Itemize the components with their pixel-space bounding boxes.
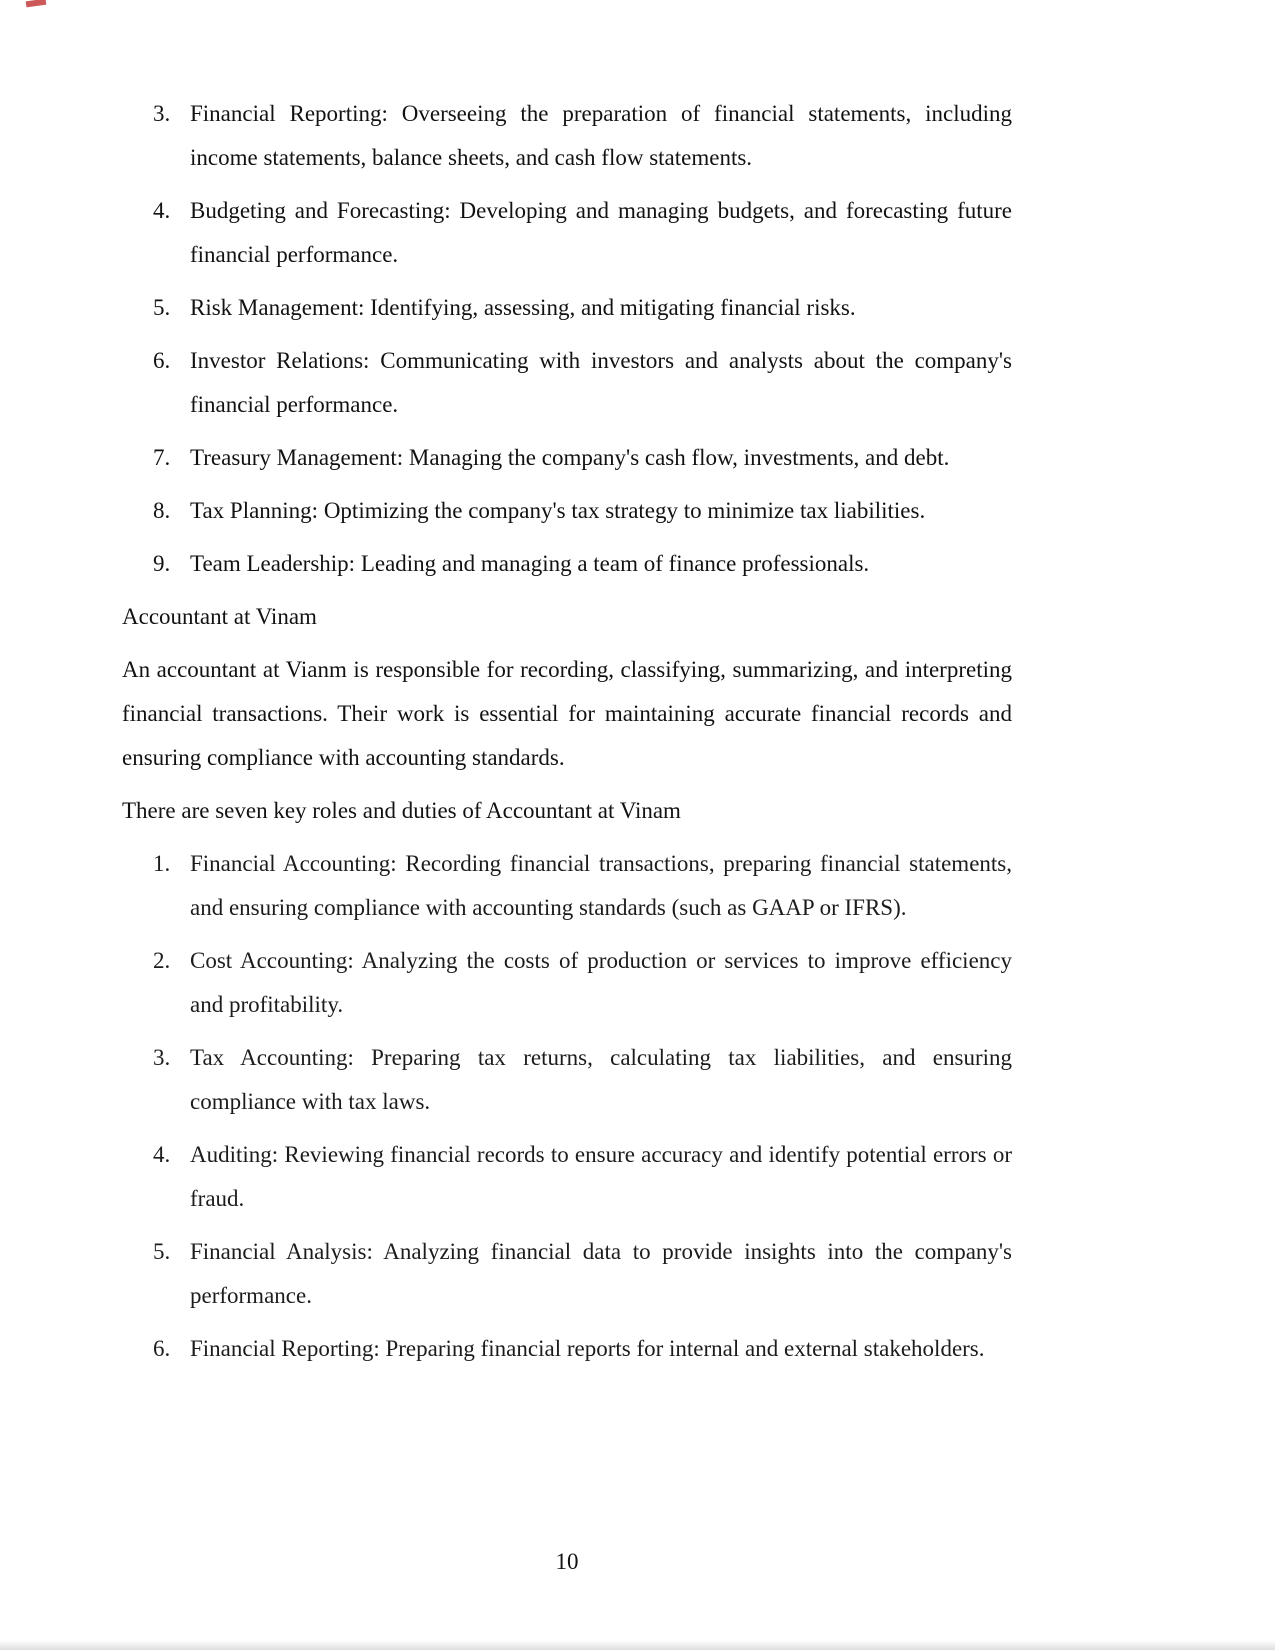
accountant-heading: Accountant at Vinam [122, 604, 317, 629]
list-item [122, 842, 1012, 930]
list-item [122, 1230, 1012, 1318]
accountant-roles-intro: There are seven key roles and duties of Accountant at Vinam [122, 798, 681, 823]
list-item-text: Treasury Management: Managing the company's cash flow, investments, and debt. [190, 445, 950, 470]
list-item-text: Auditing: Reviewing financial records to ensure accuracy and identify potential errors or fraud. [190, 1142, 1012, 1211]
list-item-number: 1. [153, 851, 171, 876]
list-item [122, 189, 1012, 277]
list-item-text: Financial Reporting: Overseeing the preparation of financial statements, including income statements, balance sheets, and cash flow statements. [190, 101, 1012, 170]
list-item-number: 5. [153, 295, 171, 320]
list-item-number: 5. [153, 1239, 171, 1264]
list-item [122, 92, 1012, 180]
list-item-number: 4. [153, 198, 171, 223]
list-item [122, 1327, 1012, 1371]
accountant-duties-list [122, 842, 1012, 1371]
list-item-text: Team Leadership: Leading and managing a team of finance professionals. [190, 551, 870, 576]
scan-edge-artifact [0, 1640, 1275, 1650]
list-item-text: Financial Reporting: Preparing financial reports for internal and external stakeholders. [190, 1336, 985, 1361]
list-item [122, 939, 1012, 1027]
list-item [122, 489, 1012, 533]
list-item-text: Financial Accounting: Recording financial transactions, preparing financial statements, and ensuring compliance with accounting standards (such as GAAP or IFRS). [190, 851, 1012, 920]
list-item-number: 3. [153, 101, 171, 126]
list-item-number: 6. [153, 1336, 171, 1361]
list-item [122, 339, 1012, 427]
list-item [122, 436, 1012, 480]
list-item-text: Budgeting and Forecasting: Developing and managing budgets, and forecasting future financial performance. [190, 198, 1012, 267]
accountant-intro-paragraph: An accountant at Vianm is responsible for recording, classifying, summarizing, and interpreting financial transactions. Their work is essential for maintaining accurate financial records and ensuring compliance with accounting standards. [122, 657, 1012, 770]
list-item [122, 286, 1012, 330]
list-item-number: 6. [153, 348, 171, 373]
list-item-number: 7. [153, 445, 171, 470]
list-item-number: 2. [153, 948, 171, 973]
list-item-number: 3. [153, 1045, 171, 1070]
list-item-text: Tax Planning: Optimizing the company's tax strategy to minimize tax liabilities. [190, 498, 926, 523]
list-item-number: 8. [153, 498, 171, 523]
list-item [122, 542, 1012, 586]
list-item-text: Financial Analysis: Analyzing financial data to provide insights into the company's performance. [190, 1239, 1012, 1308]
list-item-number: 9. [153, 551, 171, 576]
list-item-number: 4. [153, 1142, 171, 1167]
list-item-text: Cost Accounting: Analyzing the costs of production or services to improve efficiency and profitability. [190, 948, 1012, 1017]
page-content [122, 92, 1012, 1380]
list-item [122, 1133, 1012, 1221]
scan-red-mark [26, 0, 47, 7]
list-item-text: Risk Management: Identifying, assessing, and mitigating financial risks. [190, 295, 856, 320]
list-item-text: Tax Accounting: Preparing tax returns, calculating tax liabilities, and ensuring compliance with tax laws. [190, 1045, 1012, 1114]
list-item-text: Investor Relations: Communicating with investors and analysts about the company's financial performance. [190, 348, 1012, 417]
list-item [122, 1036, 1012, 1124]
cfo-duties-list [122, 92, 1012, 586]
page-number: 10 [555, 1549, 579, 1574]
